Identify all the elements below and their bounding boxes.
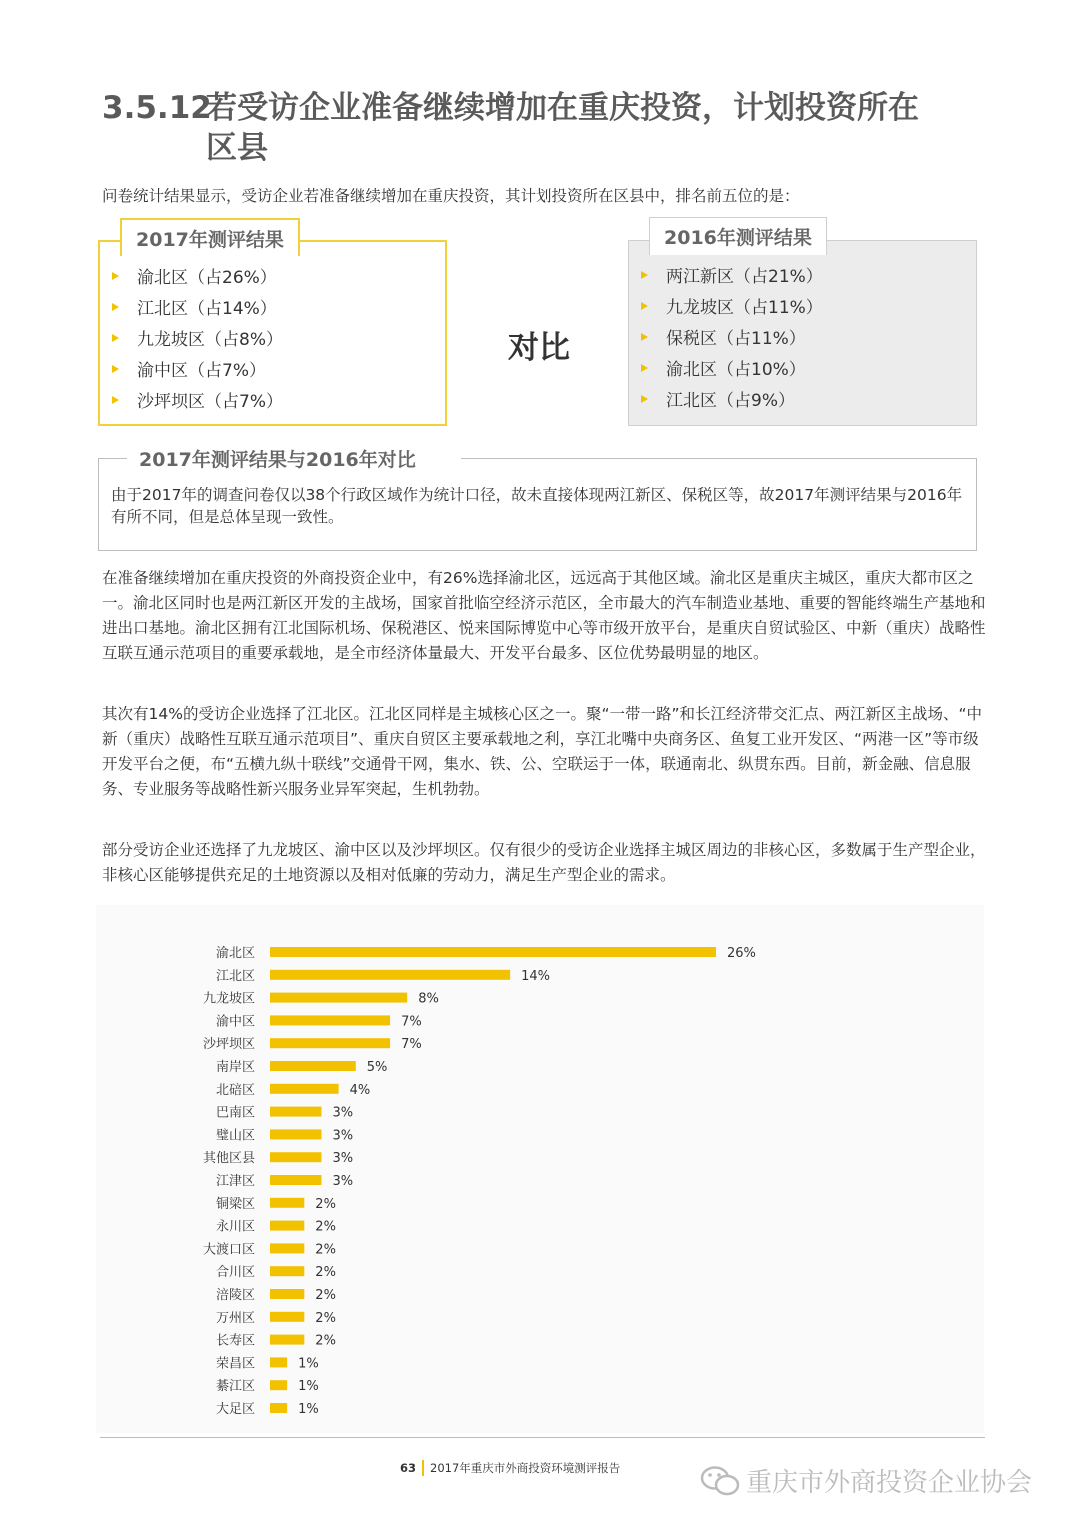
bar xyxy=(270,1380,287,1390)
bar xyxy=(270,1357,287,1367)
triangle-bullet-icon xyxy=(641,364,648,372)
value-label: 5% xyxy=(366,1060,388,1075)
bar xyxy=(270,993,407,1003)
value-label: 3% xyxy=(332,1151,354,1167)
body-paragraph-3: 部分受访企业还选择了九龙坡区、渝中区以及沙坪坝区。仅有很少的受访企业选择主城区周边的非核心区，多数属于生产型企业，非核心区能够提供充足的土地资源以及相对低廉的劳动力，满足生产型企业的需求。 xyxy=(102,841,986,884)
divider xyxy=(461,458,976,459)
category-label: 渝北区 xyxy=(215,946,255,961)
value-label: 1% xyxy=(298,1379,319,1395)
value-label: 1% xyxy=(298,1356,319,1372)
value-label: 2% xyxy=(315,1288,336,1303)
triangle-bullet-icon xyxy=(112,272,119,280)
section-number: 3.5.12 xyxy=(102,90,212,126)
comparison-body: 由于2017年的调查问卷仅以38个行政区域作为统计口径，故未直接体现两江新区、保税区等，故2017年测评结果与2016年有所不同，但是总体呈现一致性。 xyxy=(111,486,963,526)
category-label: 大渡口区 xyxy=(202,1242,255,1258)
category-label: 大足区 xyxy=(215,1402,255,1417)
category-label: 长寿区 xyxy=(215,1333,255,1349)
triangle-bullet-icon xyxy=(112,334,119,342)
footer-divider xyxy=(100,1437,985,1438)
intro-text: 问卷统计结果显示，受访企业若准备继续增加在重庆投资，其计划投资所在区县中，排名前五位的是： xyxy=(102,187,800,205)
category-label: 渝中区 xyxy=(215,1014,255,1030)
category-label: 合川区 xyxy=(215,1265,255,1281)
category-label: 巴南区 xyxy=(215,1105,255,1121)
category-label: 铜梁区 xyxy=(215,1196,255,1212)
list-item: 沙坪坝区（占7%） xyxy=(112,384,283,415)
list-item: 江北区（占9%） xyxy=(641,383,823,414)
bar xyxy=(270,1289,304,1299)
footer-separator xyxy=(422,1460,424,1476)
triangle-bullet-icon xyxy=(112,303,119,311)
category-label: 北碚区 xyxy=(215,1082,255,1098)
value-label: 3% xyxy=(332,1105,354,1121)
result-box-2016 xyxy=(628,227,977,426)
bar xyxy=(270,1198,304,1208)
bar xyxy=(270,1038,390,1048)
page-title xyxy=(102,88,1002,168)
bar xyxy=(270,1015,390,1025)
category-label: 綦江区 xyxy=(215,1379,255,1395)
value-label: 2% xyxy=(315,1265,336,1281)
title-line-1: 若受访企业准备继续增加在重庆投资，计划投资所在 xyxy=(206,90,919,126)
triangle-bullet-icon xyxy=(112,365,119,373)
comparison-title: 2017年测评结果与2016年对比 xyxy=(139,445,416,472)
value-label: 2% xyxy=(315,1333,336,1349)
body-paragraph-2: 其次有14%的受访企业选择了江北区。江北区同样是主城核心区之一。聚“一带一路”和长江经济带交汇点、两江新区主战场、“中新（重庆）战略性互联互通示范项目”、重庆自贸区主要承载地之利，享江北嘴中央商务区、鱼复工业开发区、“两港一区”等市级开发平台之便，布“五横九纵十联线”交通骨干网，集水、铁、公、空联运于一体，联通南北、纵贯东西。目前，新金融、信息服务、专业服务等战略性新兴服务业异军突起，生机勃勃。 xyxy=(102,705,983,798)
value-label: 2% xyxy=(315,1242,336,1258)
page-footer xyxy=(400,1460,620,1476)
top5-list-2017 xyxy=(112,260,283,415)
box-2017-tab: 2017年测评结果 xyxy=(120,218,300,256)
bar xyxy=(270,1129,321,1139)
list-item: 九龙坡区（占8%） xyxy=(112,322,283,353)
value-label: 2% xyxy=(315,1310,336,1326)
value-label: 2% xyxy=(315,1219,336,1235)
category-label: 江北区 xyxy=(215,968,255,984)
list-item: 九龙坡区（占11%） xyxy=(641,290,823,321)
list-item: 江北区（占14%） xyxy=(112,291,283,322)
value-label: 3% xyxy=(332,1128,354,1144)
body-paragraph-1: 在准备继续增加在重庆投资的外商投资企业中，有26%选择渝北区，远远高于其他区域。渝北区是重庆主城区，重庆大都市区之一。渝北区同时也是两江新区开发的主战场，国家首批临空经济示范区，全市最大的汽车制造业基地、重要的智能终端生产基地和进出口基地。渝北区拥有江北国际机场、保税港区、悦来国际博览中心等市级开放平台，是重庆自贸试验区、中新（重庆）战略性互联互通示范项目的重要承载地，是全市经济体量最大、开发平台最多、区位优势最明显的地区。 xyxy=(102,569,986,662)
list-item: 渝中区（占7%） xyxy=(112,353,283,384)
comparison-box xyxy=(98,449,977,551)
bar xyxy=(270,1403,287,1413)
report-name: 2017年重庆市外商投资环境测评报告 xyxy=(430,1461,621,1475)
list-item: 保税区（占11%） xyxy=(641,321,823,352)
value-label: 7% xyxy=(401,1014,422,1030)
bar xyxy=(270,1107,321,1117)
value-label: 8% xyxy=(418,991,439,1007)
box-2016-tab: 2016年测评结果 xyxy=(649,217,827,255)
list-item: 两江新区（占21%） xyxy=(641,259,823,290)
wechat-icon xyxy=(700,1465,740,1497)
category-label: 璧山区 xyxy=(215,1128,255,1144)
bar xyxy=(270,1084,339,1094)
bar xyxy=(270,970,510,980)
category-label: 沙坪坝区 xyxy=(202,1037,255,1053)
value-label: 7% xyxy=(401,1037,422,1053)
title-line-2: 区县 xyxy=(206,130,268,166)
category-label: 荣昌区 xyxy=(215,1356,255,1372)
bar xyxy=(270,1266,304,1276)
result-box-2017 xyxy=(98,228,447,426)
value-label: 14% xyxy=(521,968,551,984)
bar xyxy=(270,1061,356,1071)
category-label: 永川区 xyxy=(215,1219,255,1235)
watermark-text: 重庆市外商投资企业协会 xyxy=(746,1468,1033,1498)
bar xyxy=(270,1312,304,1322)
value-label: 1% xyxy=(298,1402,319,1417)
triangle-bullet-icon xyxy=(641,302,648,310)
watermark xyxy=(700,1462,1032,1499)
bar xyxy=(270,1221,304,1231)
bar xyxy=(270,1335,304,1345)
top5-list-2016 xyxy=(641,259,823,414)
bar xyxy=(270,1243,304,1253)
category-label: 江津区 xyxy=(215,1174,255,1189)
value-label: 3% xyxy=(332,1174,354,1189)
category-label: 其他区县 xyxy=(202,1151,255,1167)
triangle-bullet-icon xyxy=(641,271,648,279)
divider xyxy=(99,458,127,459)
category-label: 万州区 xyxy=(215,1310,255,1326)
category-label: 九龙坡区 xyxy=(202,991,255,1007)
list-item: 渝北区（占10%） xyxy=(641,352,823,383)
bar xyxy=(270,1175,321,1185)
value-label: 4% xyxy=(349,1082,371,1098)
district-bar-chart xyxy=(96,905,984,1433)
bar xyxy=(270,947,716,957)
triangle-bullet-icon xyxy=(641,333,648,341)
triangle-bullet-icon xyxy=(112,396,119,404)
bar xyxy=(270,1152,321,1162)
value-label: 26% xyxy=(727,946,756,961)
list-item: 渝北区（占26%） xyxy=(112,260,283,291)
triangle-bullet-icon xyxy=(641,395,648,403)
vs-label: 对比 xyxy=(508,330,570,366)
category-label: 涪陵区 xyxy=(215,1288,255,1303)
category-label: 南岸区 xyxy=(215,1060,255,1075)
page-number: 63 xyxy=(400,1461,417,1475)
value-label: 2% xyxy=(315,1196,336,1212)
